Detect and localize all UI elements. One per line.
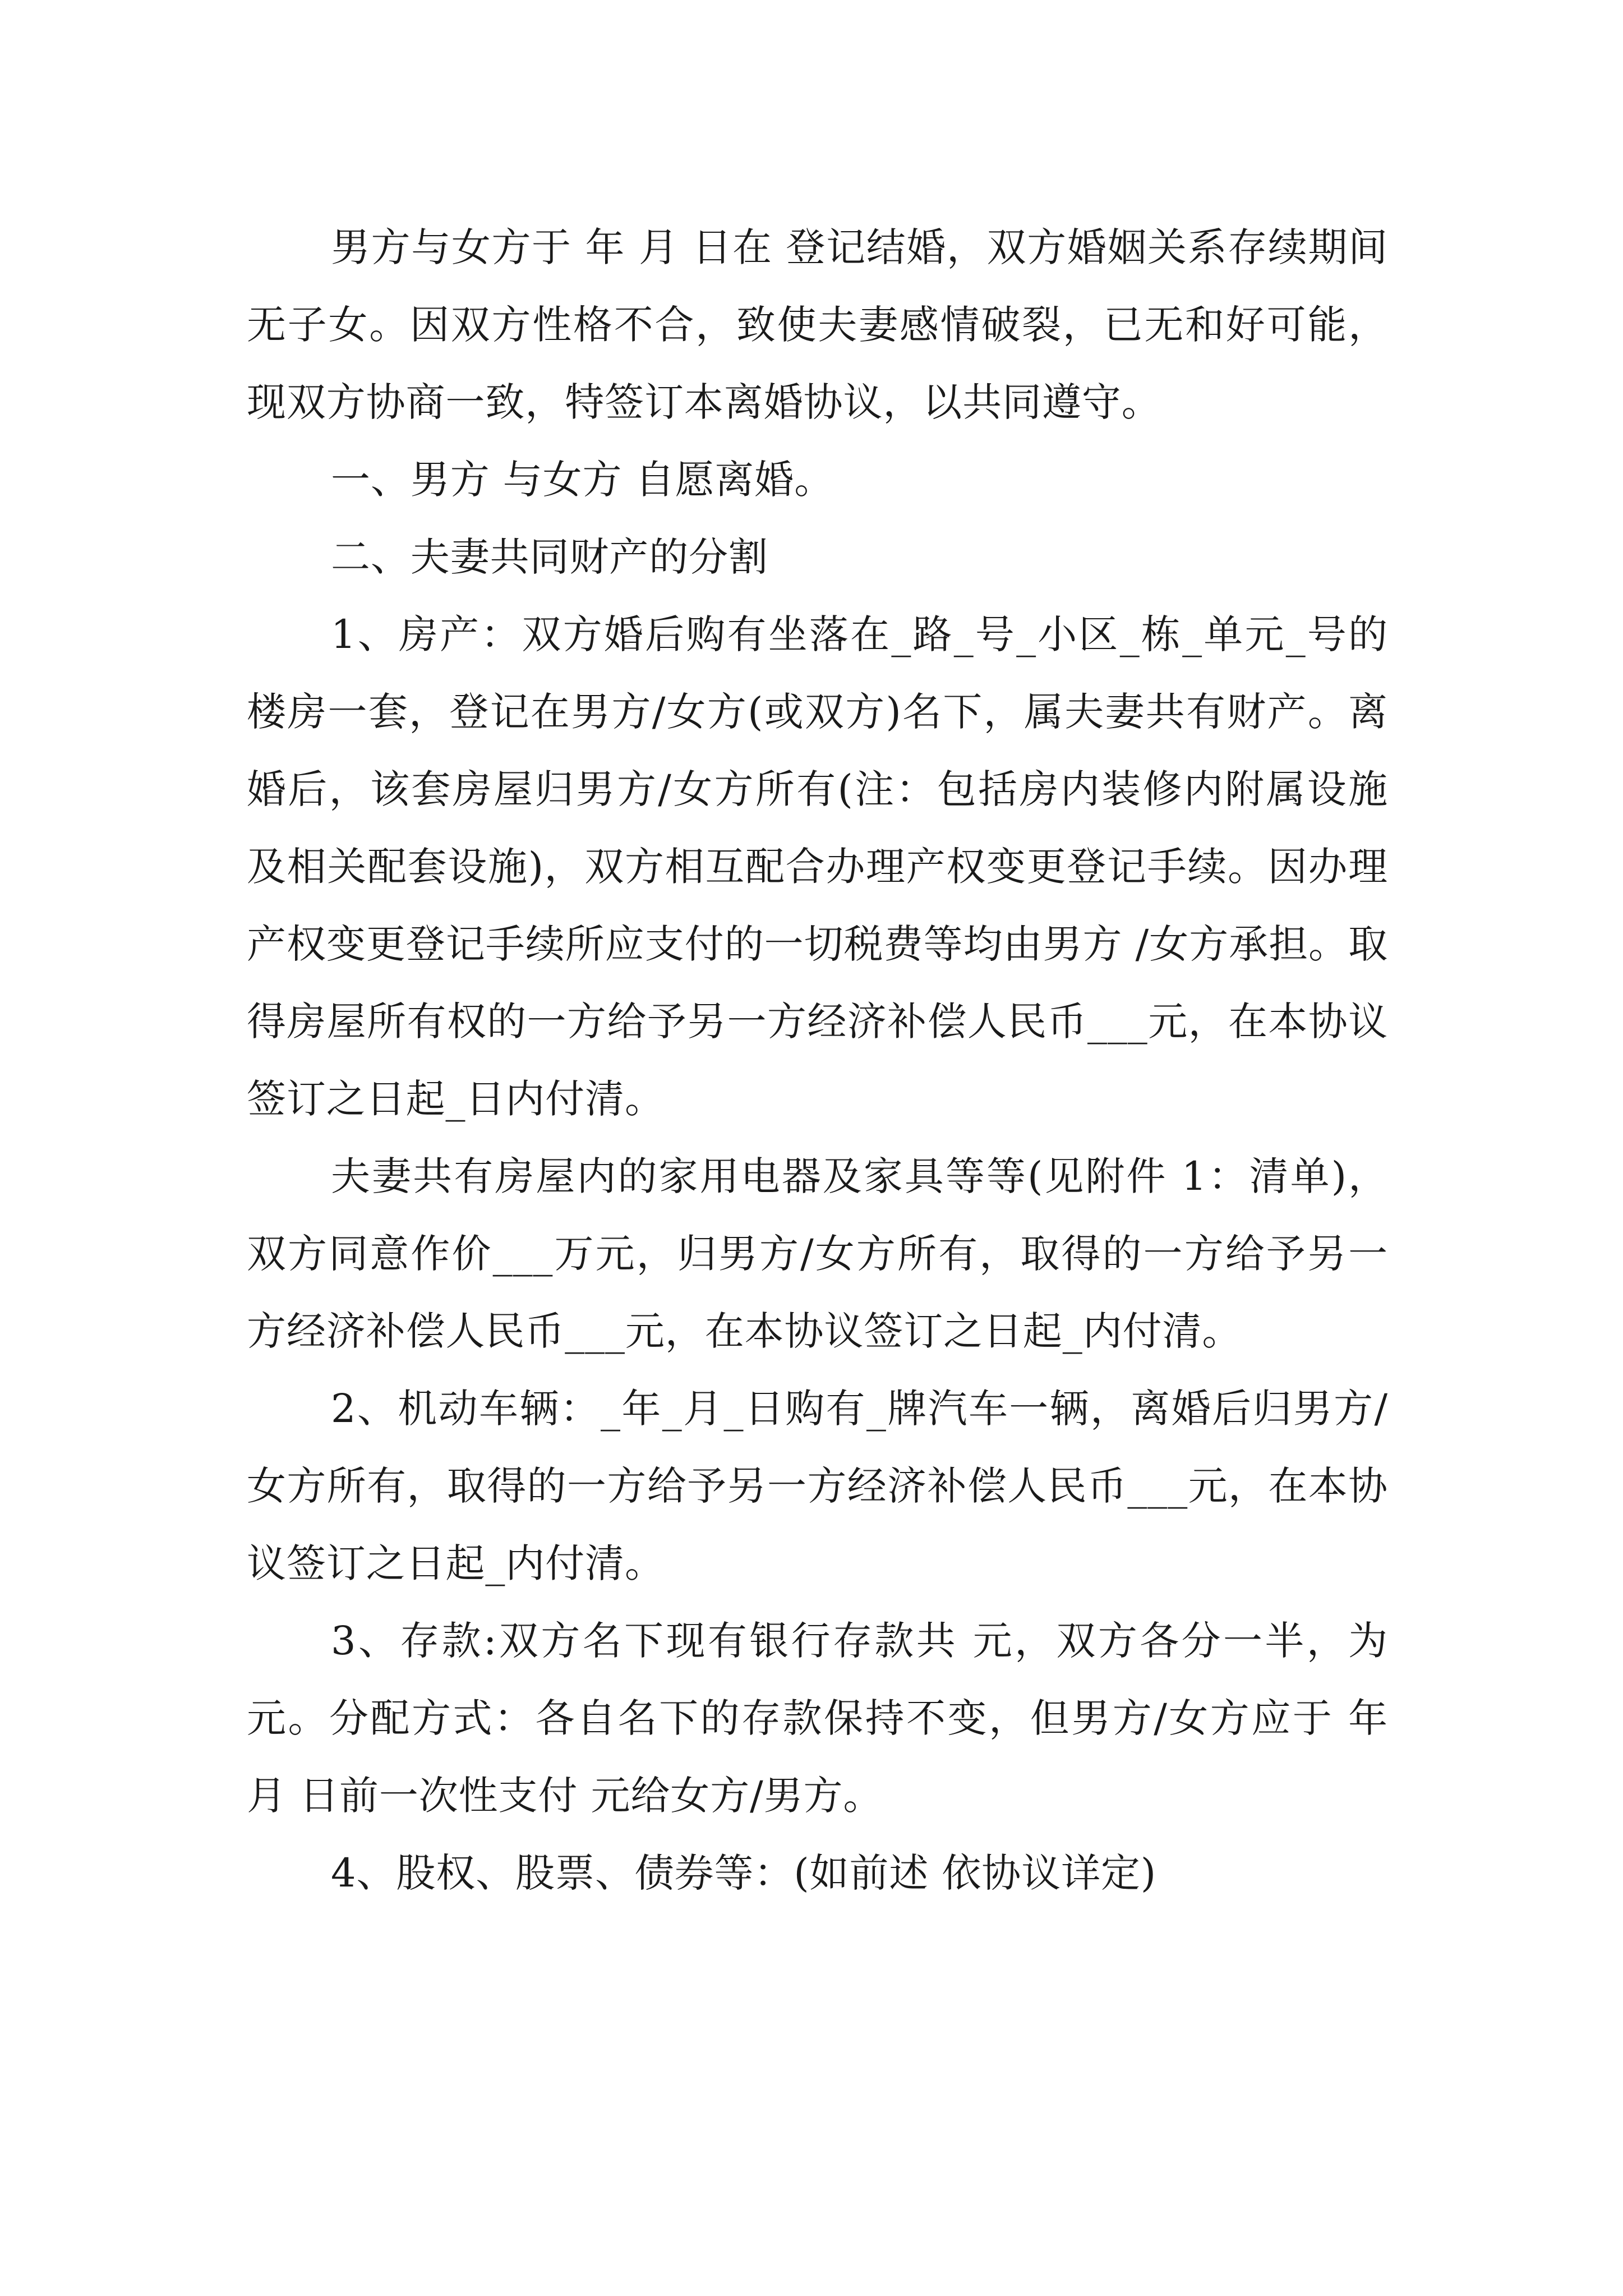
document-body — [247, 209, 1388, 1912]
paragraph-deposits: 3、存款:双方名下现有银行存款共 元，双方各分一半，为 元。分配方式：各自名下的存款保持不变，但男方/女方应于 年 月 日前一次性支付 元给女方/男方。 — [247, 1618, 1388, 1819]
paragraph-furniture-appliances: 夫妻共有房屋内的家用电器及家具等等(见附件 1：清单)，双方同意作价___万元，归男方/女方所有，取得的一方给予另一方经济补偿人民币___元，在本协议签订之日起_内付清。 — [247, 1153, 1388, 1354]
paragraph-marriage-intro: 男方与女方于 年 月 日在 登记结婚，双方婚姻关系存续期间无子女。因双方性格不合，致使夫妻感情破裂，已无和好可能，现双方协商一致，特签订本离婚协议，以共同遵守。 — [247, 224, 1388, 425]
paragraph-clause-two-heading: 二、夫妻共同财产的分割 — [331, 534, 768, 580]
paragraph-clause-one: 一、男方 与女方 自愿离婚。 — [331, 457, 834, 503]
paragraph-house-property: 1、房产：双方婚后购有坐落在_路_号_小区_栋_单元_号的楼房一套，登记在男方/女方(或双方)名下，属夫妻共有财产。离婚后，该套房屋归男方/女方所有(注：包括房内装修内附属设施及相关配套设施)，双方相互配合办理产权变更登记手续。因办理产权变更登记手续所应支付的一切税费等均由男方 /女方承担。取得房屋所有权的一方给予另一方经济补偿人民币___元，在本协议签订之日起_日内付清。 — [247, 611, 1388, 1122]
paragraph-stocks-bonds: 4、股权、股票、债券等：(如前述 依协议详定) — [331, 1850, 1157, 1896]
paragraph-motor-vehicle: 2、机动车辆：_年_月_日购有_牌汽车一辆，离婚后归男方/女方所有，取得的一方给予另一方经济补偿人民币___元，在本协议签订之日起_内付清。 — [247, 1386, 1388, 1586]
